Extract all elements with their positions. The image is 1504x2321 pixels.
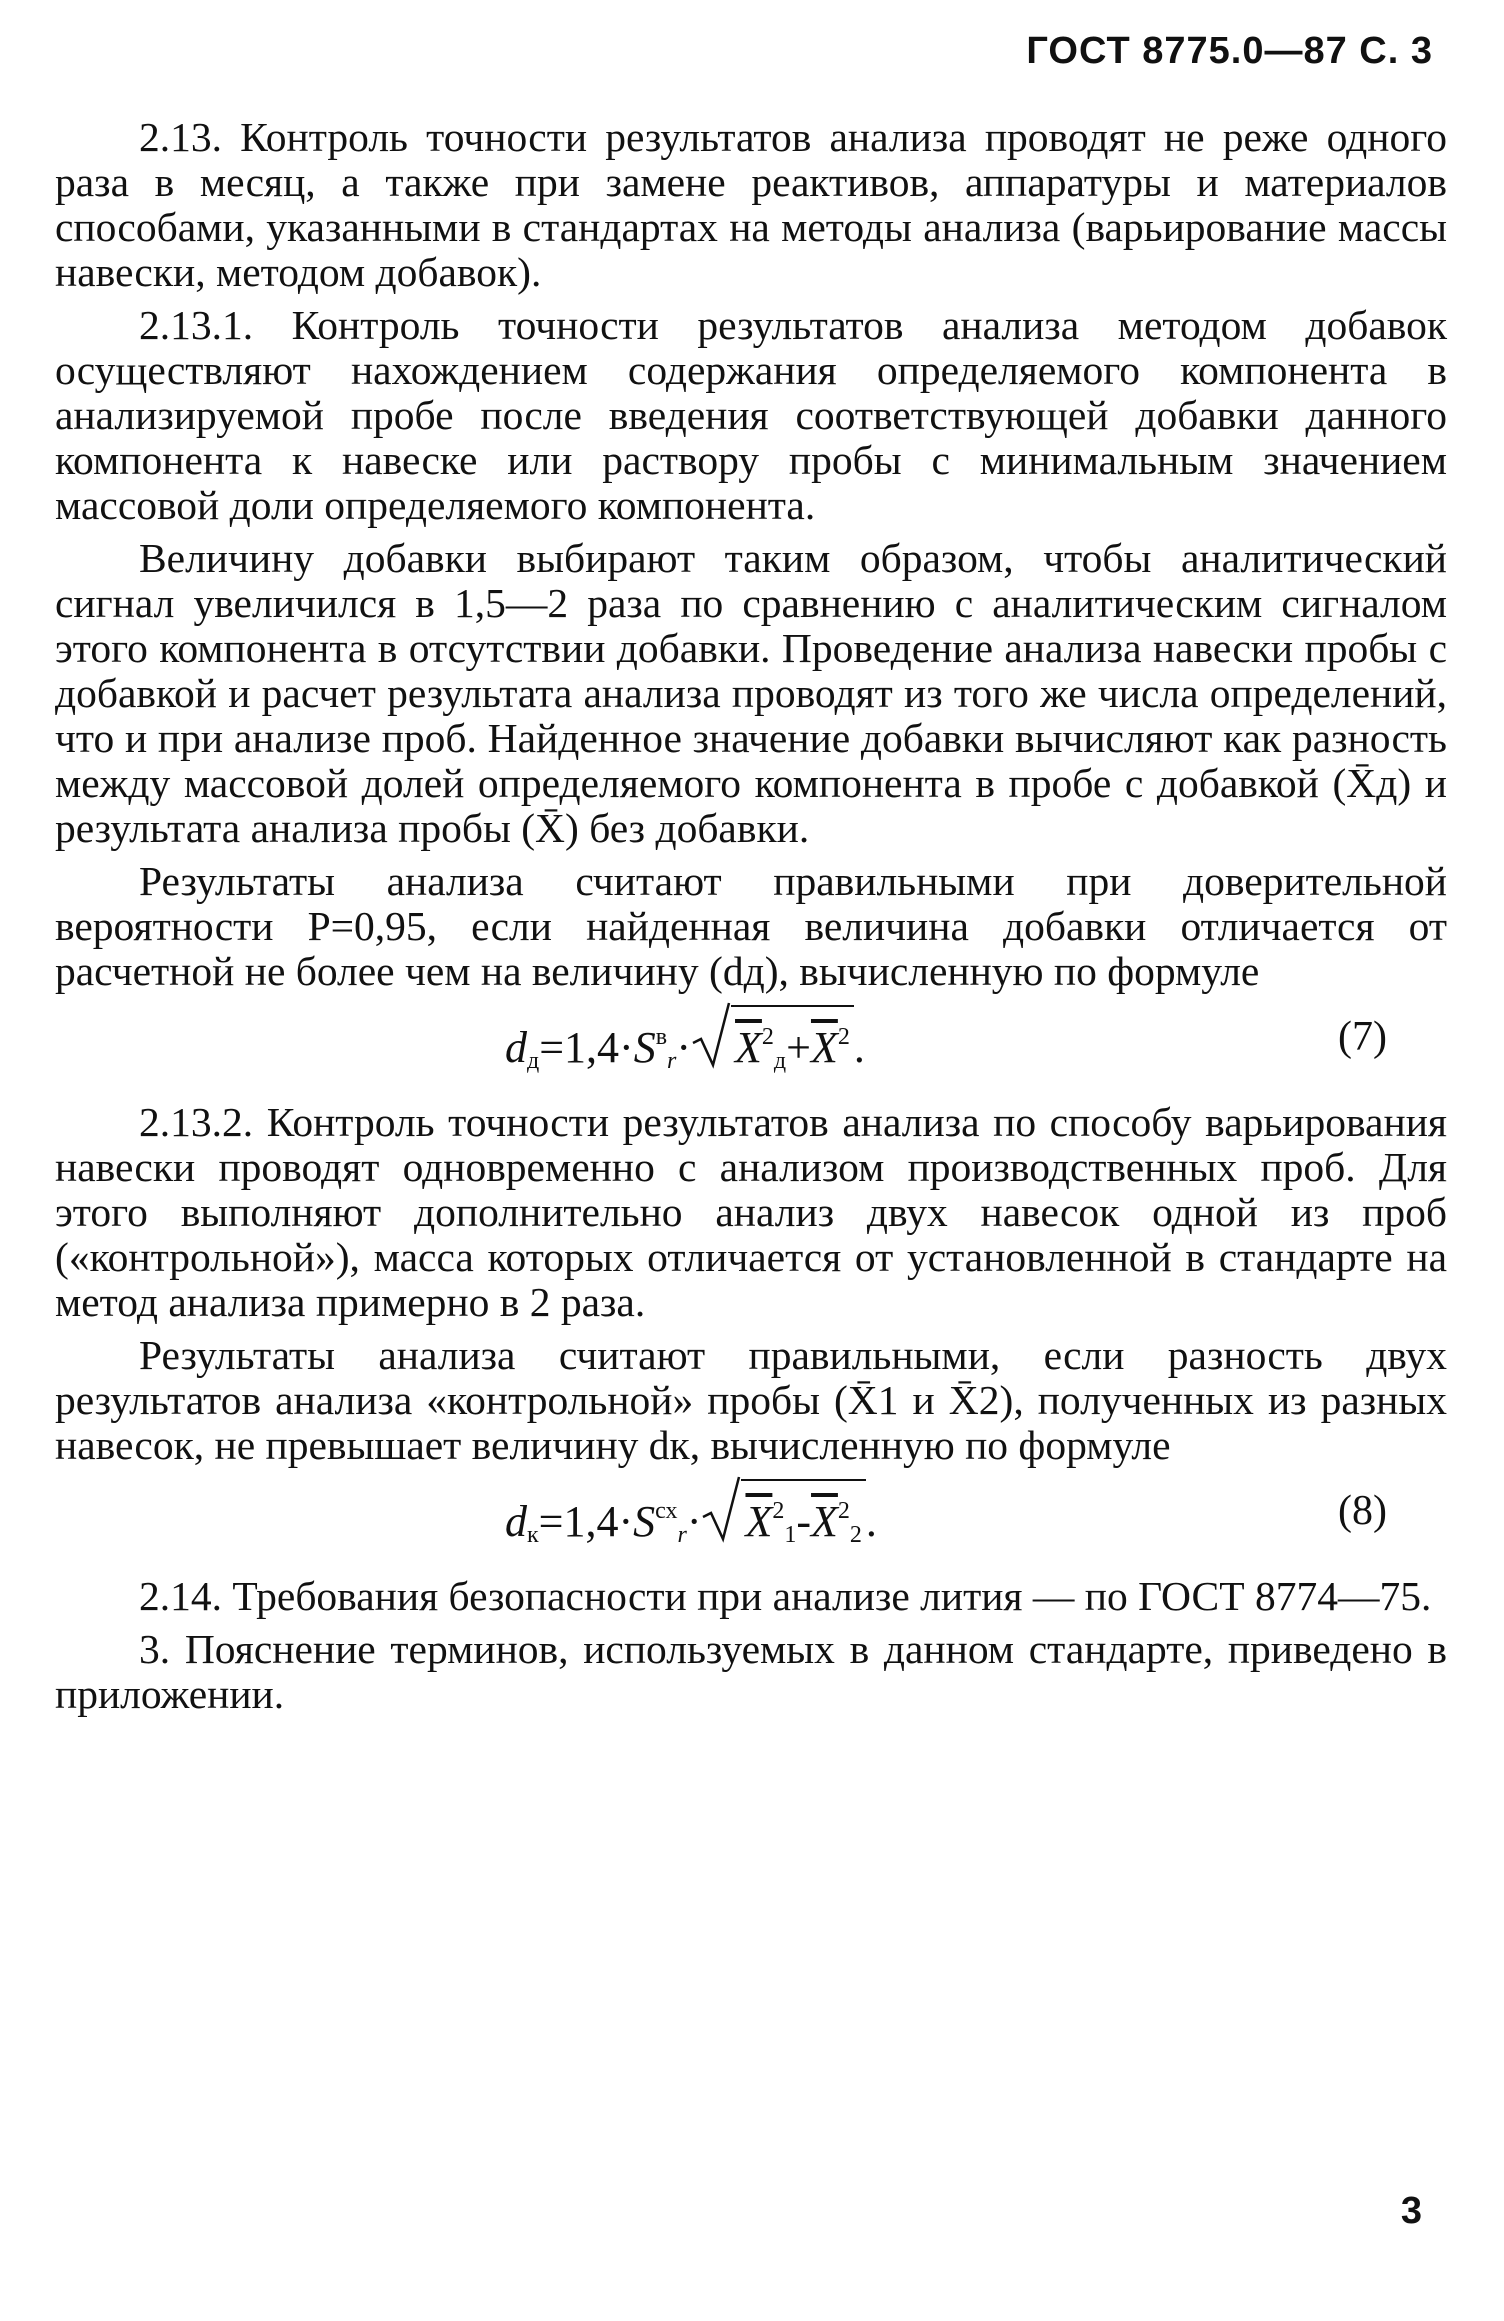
- formula-7-s-sub: r: [667, 1048, 677, 1074]
- sqrt-sign-icon: [701, 1473, 741, 1543]
- formula-7: [505, 1002, 865, 1096]
- document-page: [50, 0, 1450, 2321]
- formula-7-x1-sup: 2: [761, 1024, 774, 1050]
- formula-8-s: S: [633, 1497, 656, 1546]
- page-header: ГОСТ 8775.0—87 С. 3: [1026, 30, 1433, 72]
- formula-7-end: .: [853, 1023, 865, 1072]
- formula-8-s-sup: сх: [655, 1498, 678, 1524]
- formula-7-eq: =1,4·: [539, 1023, 634, 1072]
- formula-7-s: S: [633, 1023, 656, 1072]
- formula-8-x1-sub: 1: [784, 1522, 797, 1548]
- formula-7-s-sup: в: [655, 1024, 668, 1050]
- formula-8-lhs: d: [505, 1497, 527, 1546]
- paragraph-2-13-1: 2.13.1. Контроль точности результатов анализа методом добавок осуществляют нахождением содержания определяемого компонента в анализируемой пробе после введения соответствующей добавки данного компонента к навеске или раствору пробы с минимальным значением массовой доли определяемого компонента.: [55, 302, 1447, 528]
- formula-8-x1: $\overline{X}$: [745, 1497, 773, 1546]
- formula-8: [505, 1476, 877, 1570]
- paragraph-criterion-8: Результаты анализа считают правильными, если разность двух результатов анализа «контрольной» пробы (X̄1 и X̄2), полученных из разных навесок, не превышает величину dк, вычисленную по формуле: [55, 1332, 1447, 1468]
- formula-8-row: [55, 1476, 1447, 1554]
- formula-7-x1: $\overline{X}$: [735, 1023, 762, 1072]
- formula-8-x2: $\overline{X}$: [811, 1497, 838, 1546]
- formula-8-x2-sub: 2: [849, 1522, 862, 1548]
- document-body: [55, 115, 1447, 1725]
- formula-7-sqrt: [691, 1005, 854, 1091]
- formula-8-sqrt: [701, 1479, 865, 1565]
- formula-7-lhs-sub: д: [527, 1048, 540, 1074]
- formula-8-lhs-sub: к: [527, 1522, 539, 1548]
- formula-7-x2: $\overline{X}$: [810, 1023, 838, 1072]
- paragraph-2-13-2: 2.13.2. Контроль точности результатов анализа по способу варьирования навески проводят одновременно с анализом производственных проб. Для этого выполняют дополнительно анализ двух навесок одной из проб («контрольной»), масса которых отличается от установленной в стандарте на метод анализа примерно в 2 раза.: [55, 1099, 1447, 1325]
- formula-7-op: +: [786, 1023, 811, 1072]
- equation-number-8: (8): [1338, 1488, 1387, 1534]
- formula-7-lhs: d: [505, 1023, 527, 1072]
- sqrt-sign-icon: [691, 999, 731, 1069]
- formula-8-end: .: [865, 1497, 877, 1546]
- formula-8-eq: =1,4·: [538, 1497, 634, 1546]
- formula-8-dot: ·: [686, 1497, 702, 1546]
- paragraph-3: 3. Пояснение терминов, используемых в данном стандарте, приведено в приложении.: [55, 1626, 1447, 1717]
- formula-7-dot: ·: [676, 1023, 692, 1072]
- paragraph-2-13: 2.13. Контроль точности результатов анализа проводят не реже одного раза в месяц, а также при замене реактивов, аппаратуры и материалов способами, указанными в стандартах на методы анализа (варьирование массы навески, методом добавок).: [55, 114, 1447, 295]
- formula-8-radicand: [741, 1479, 865, 1565]
- formula-7-x2-sup: 2: [837, 1024, 850, 1050]
- paragraph-additive-size: Величину добавки выбирают таким образом, чтобы аналитический сигнал увеличился в 1,5—2 раза по сравнению с аналитическим сигналом этого компонента в отсутствии добавки. Проведение анализа навески пробы с добавкой и расчет результата анализа проводят из того же числа определений, что и при анализе проб. Найденное значение добавки вычисляют как разность между массовой долей определяемого компонента в пробе с добавкой (X̄д) и результата анализа пробы (X̄) без добавки.: [55, 535, 1447, 851]
- page-number: 3: [1400, 2190, 1422, 2232]
- formula-7-radicand: [731, 1005, 854, 1091]
- formula-7-x1-sub: д: [773, 1048, 787, 1074]
- equation-number-7: (7): [1338, 1014, 1387, 1060]
- formula-8-x1-sup: 2: [772, 1498, 785, 1524]
- formula-8-s-sub: r: [677, 1522, 687, 1548]
- formula-8-x2-sup: 2: [837, 1498, 850, 1524]
- formula-7-row: [55, 1002, 1447, 1080]
- paragraph-criterion-7: Результаты анализа считают правильными при доверительной вероятности P=0,95, если найденная величина добавки отличается от расчетной не более чем на величину (dд), вычисленную по формуле: [55, 858, 1447, 994]
- formula-8-op: -: [796, 1497, 812, 1546]
- paragraph-2-14: 2.14. Требования безопасности при анализе лития — по ГОСТ 8774—75.: [139, 1573, 1432, 1619]
